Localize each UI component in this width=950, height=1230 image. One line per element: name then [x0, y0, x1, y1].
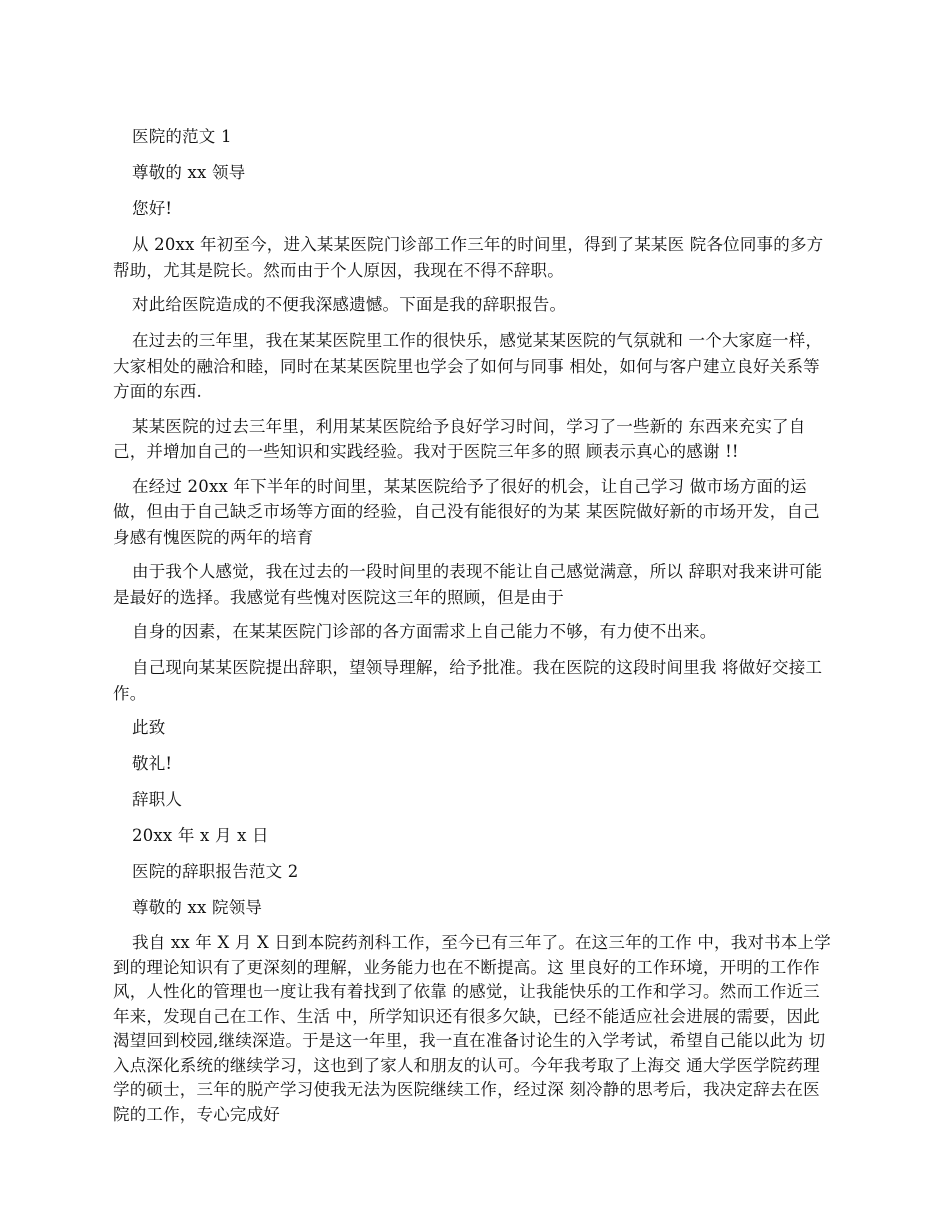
greeting: 您好! — [132, 199, 173, 218]
salutation-2: 尊敬的 xx 院领导 — [132, 898, 263, 917]
paragraph-own-factors: 自身的因素，在某某医院门诊部的各方面需求上自己能力不够，有力使不出来。 — [132, 622, 717, 641]
salutation-1: 尊敬的 xx 领导 — [132, 163, 246, 182]
paragraph-second-letter: 我自 xx 年 X 月 X 日到本院药剂科工作，至今已有三年了。在这三年的工作 中，我对书本上学到的理论知识有了更深刻的理解，业务能力也在不断提高。这 里良好的工作环境，开明的工作作风，人性化的管理也一度让我有着找到了依靠 的感觉，让我能快乐的工作和学习。然而工作近三年来，发现自己在工作、生活 中，所学知识还有很多欠缺，已经不能适应社会进展的需要，因此渴望回到校园,继续深造。于是这一年里，我一直在准备讨论生的入学考试，希望自己能以此为 切入点深化系统的继续学习，这也到了家人和朋友的认可。今年我考取了上海交 通大学医学院药理学的硕士，三年的脱产学习使我无法为医院继续工作，经过深 刻冷静的思考后，我决定辞去在医院的工作，专心完成好 — [113, 933, 831, 1124]
paragraph-apology: 对此给医院造成的不便我深感遗憾。下面是我的辞职报告。 — [132, 295, 567, 314]
closing-cizhi: 此致 — [132, 718, 166, 737]
signature-date: 20xx 年 x 月 x 日 — [132, 826, 269, 845]
document-body — [113, 124, 831, 1136]
signature-label: 辞职人 — [132, 790, 183, 809]
paragraph-request: 自己现向某某医院提出辞职，望领导理解，给予批准。我在医院的这段时间里我 将做好交接工作。 — [113, 658, 823, 703]
paragraph-learning: 某某医院的过去三年里，利用某某医院给予良好学习时间，学习了一些新的 东西来充实了自己，并增加自己的一些知识和实践经验。我对于医院三年多的照 顾表示真心的感谢 !! — [113, 416, 806, 461]
section-title-1: 医院的范文 1 — [132, 127, 232, 146]
closing-jingli: 敬礼! — [132, 754, 173, 773]
paragraph-personal-feeling: 由于我个人感觉，我在过去的一段时间里的表现不能让自己感觉满意，所以 辞职对我来讲可能是最好的选择。我感觉有些愧对医院这三年的照顾，但是由于 — [113, 562, 823, 607]
paragraph-market-experience: 在经过 20xx 年下半年的时间里，某某医院给予了很好的机会，让自己学习 做市场方面的运做，但由于自己缺乏市场等方面的经验，自己没有能很好的为某 某医院做好新的市场开发，自己身感有愧医院的两年的培育 — [113, 476, 820, 547]
paragraph-intro: 从 20xx 年初至今，进入某某医院门诊部工作三年的时间里，得到了某某医 院各位同事的多方帮助，尤其是院长。然而由于个人原因，我现在不得不辞职。 — [113, 235, 824, 280]
paragraph-past-three-years: 在过去的三年里，我在某某医院里工作的很快乐，感觉某某医院的气氛就和 一个大家庭一样，大家相处的融洽和睦，同时在某某医院里也学会了如何与同事 相处，如何与客户建立良好关系等方面的东西. — [113, 331, 823, 401]
section-title-2: 医院的辞职报告范文 2 — [132, 862, 299, 881]
